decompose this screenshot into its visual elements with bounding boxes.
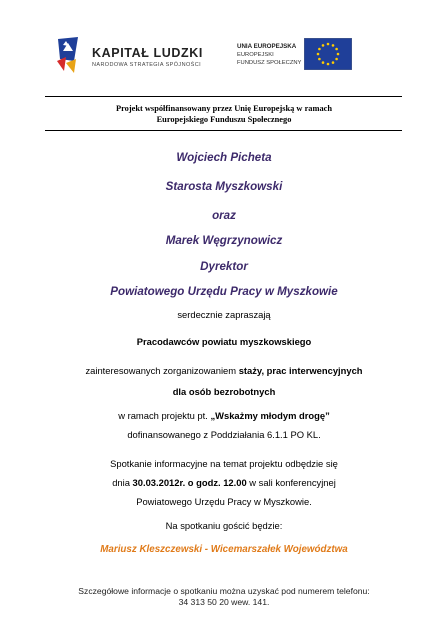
host2-office: Powiatowego Urzędu Pracy w Myszkowie: [110, 285, 338, 298]
meeting-line2-prefix: dnia: [112, 477, 133, 488]
meeting-line2-suffix: w sali konferencyjnej: [246, 477, 336, 488]
interest-staze: staży,: [238, 365, 265, 376]
ue-line2: EUROPEJSKI: [237, 52, 274, 58]
guest-intro: Na spotkaniu gościć będzie:: [165, 520, 283, 531]
host1-name: Wojciech Picheta: [176, 151, 272, 164]
target-group: dla osób bezrobotnych: [172, 386, 276, 397]
guest-name: Mariusz Kleszczewski - Wicemarszałek Województwa: [100, 544, 348, 555]
funding-measure: Poddziałania 6.1.1 PO KL.: [210, 429, 321, 440]
kapital-ludzki-subtitle: NARODOWA STRATEGIA SPÓJNOŚCI: [92, 62, 201, 68]
kapital-ludzki-logo-icon: [54, 33, 84, 77]
funding-note-line1: Projekt współfinansowany przez Unię Europejską w ramach: [115, 104, 333, 113]
funding-line: [0, 429, 448, 440]
interest-suffix: prac interwencyjnych: [264, 365, 363, 376]
invite-phrase: serdecznie zapraszają: [177, 309, 271, 320]
funding-note-line2: Europejskiego Funduszu Społecznego: [156, 115, 292, 124]
funding-prefix: dofinansowanego z: [127, 429, 211, 440]
ue-line3: FUNDUSZ SPOŁECZNY: [237, 60, 302, 66]
meeting-line1: Spotkanie informacyjne na temat projektu odbędzie się: [110, 458, 338, 469]
meeting-line2: [0, 477, 448, 488]
interest-prefix: zainteresowanych zorganizowaniem: [85, 365, 239, 376]
audience: Pracodawców powiatu myszkowskiego: [136, 336, 312, 347]
footer-line1: Szczegółowe informacje o spotkaniu można uzyskać pod numerem telefonu:: [78, 586, 370, 596]
meeting-date: 30.03.2012r. o godz. 12.00: [132, 477, 247, 488]
ue-logo-text: [237, 43, 307, 67]
project-prefix: w ramach projektu pt.: [118, 410, 211, 421]
footer-line2: 34 313 50 20 wew. 141.: [178, 597, 270, 607]
header-divider-bottom: [45, 130, 402, 131]
funding-note: [0, 103, 448, 125]
host1-title: Starosta Myszkowski: [165, 180, 283, 193]
interest-line: [0, 365, 448, 376]
project-name: „Wskażmy młodym drogę”: [210, 410, 330, 421]
ue-line1: UNIA EUROPEJSKA: [237, 43, 297, 50]
project-line: [0, 410, 448, 421]
meeting-line3: Powiatowego Urzędu Pracy w Myszkowie.: [136, 496, 312, 507]
kapital-ludzki-title: KAPITAŁ LUDZKI: [92, 46, 203, 60]
header-divider: [45, 96, 402, 97]
eu-flag-icon: [304, 38, 352, 70]
host2-title: Dyrektor: [200, 260, 248, 273]
footer-info: [0, 586, 448, 608]
host2-name: Marek Węgrzynowicz: [165, 234, 283, 247]
conjunction: oraz: [212, 209, 236, 222]
